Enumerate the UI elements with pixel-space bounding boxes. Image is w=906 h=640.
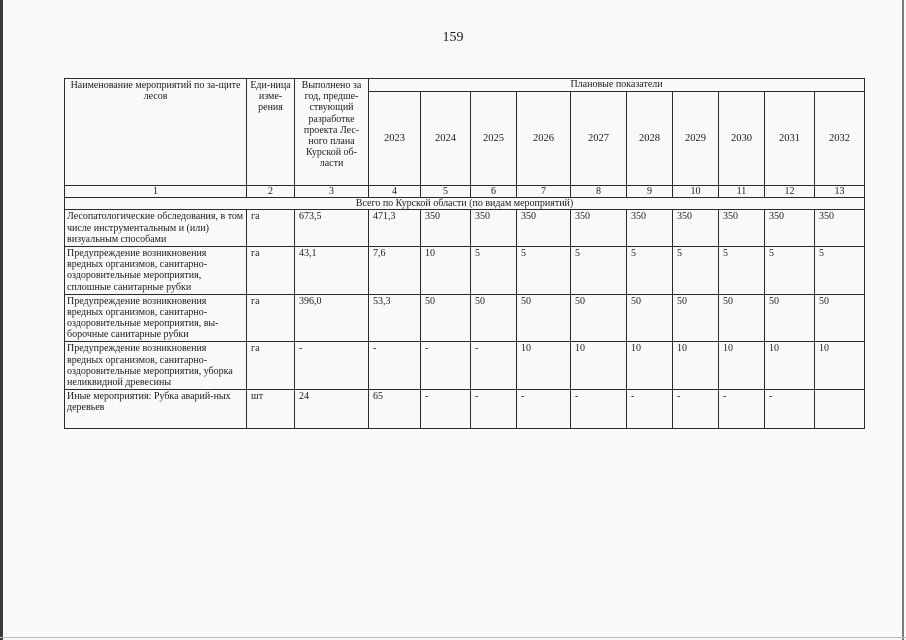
header-year: 2031 [765, 92, 815, 186]
header-year: 2023 [369, 92, 421, 186]
column-number: 13 [815, 186, 865, 198]
scan-edge-left [0, 0, 3, 640]
column-number: 5 [421, 186, 471, 198]
plan-value: 471,3 [369, 210, 421, 247]
plan-value: - [471, 342, 517, 390]
plan-value: 5 [815, 246, 865, 294]
measure-unit: га [247, 294, 295, 342]
measure-done: - [295, 342, 369, 390]
plan-value: 50 [471, 294, 517, 342]
header-year: 2027 [571, 92, 627, 186]
plan-value: - [471, 390, 517, 429]
plan-value: 65 [369, 390, 421, 429]
table-row [65, 294, 865, 342]
plan-value: 10 [517, 342, 571, 390]
measure-done: 396,0 [295, 294, 369, 342]
section-title: Всего по Курской области (по видам мероприятий) [65, 198, 865, 210]
header-row [65, 79, 865, 92]
plan-value: 5 [571, 246, 627, 294]
measure-done: 24 [295, 390, 369, 429]
plan-value: 350 [471, 210, 517, 247]
plan-value: 50 [815, 294, 865, 342]
measure-name: Лесопатологические обследования, в том числе инструментальным и (или) визуальным способами [65, 210, 247, 247]
table-row [65, 390, 865, 429]
plan-value: 350 [517, 210, 571, 247]
column-number: 3 [295, 186, 369, 198]
header-year: 2030 [719, 92, 765, 186]
measure-name: Предупреждение возникновения вредных организмов, санитарно-оздоровительные мероприятия, вы-борочные санитарные рубки [65, 294, 247, 342]
plan-value: 10 [627, 342, 673, 390]
plan-value: - [627, 390, 673, 429]
header-name: Наименование мероприятий по за-щите лесов [65, 79, 247, 186]
measure-unit: га [247, 210, 295, 247]
table-row [65, 342, 865, 390]
plan-value: 350 [571, 210, 627, 247]
plan-value: 5 [517, 246, 571, 294]
plan-value: 5 [673, 246, 719, 294]
plan-value: - [421, 390, 471, 429]
plan-value: 5 [765, 246, 815, 294]
plan-value: 350 [421, 210, 471, 247]
header-year: 2029 [673, 92, 719, 186]
column-number: 10 [673, 186, 719, 198]
plan-value: 10 [571, 342, 627, 390]
forest-protection-table [64, 78, 865, 429]
header-year: 2028 [627, 92, 673, 186]
plan-value: 10 [719, 342, 765, 390]
measure-done: 43,1 [295, 246, 369, 294]
page-number: 159 [442, 30, 464, 45]
plan-value: 350 [627, 210, 673, 247]
plan-value: 53,3 [369, 294, 421, 342]
column-number: 12 [765, 186, 815, 198]
plan-value: - [571, 390, 627, 429]
plan-value: 350 [719, 210, 765, 247]
plan-value: 50 [571, 294, 627, 342]
header-plan: Плановые показатели [369, 79, 865, 92]
column-numbers-row [65, 186, 865, 198]
measure-done: 673,5 [295, 210, 369, 247]
plan-value: 50 [765, 294, 815, 342]
table-row [65, 246, 865, 294]
plan-value: 5 [627, 246, 673, 294]
scan-edge-right [902, 0, 904, 640]
plan-value: 10 [421, 246, 471, 294]
header-year: 2026 [517, 92, 571, 186]
plan-value: - [517, 390, 571, 429]
plan-value: 10 [673, 342, 719, 390]
plan-value [815, 390, 865, 429]
table-row [65, 210, 865, 247]
column-number: 9 [627, 186, 673, 198]
section-row [65, 198, 865, 210]
plan-value: 10 [815, 342, 865, 390]
plan-value: 350 [765, 210, 815, 247]
plan-value: - [719, 390, 765, 429]
measure-unit: га [247, 246, 295, 294]
plan-value: - [765, 390, 815, 429]
column-number: 6 [471, 186, 517, 198]
plan-value: 50 [517, 294, 571, 342]
plan-value: 50 [673, 294, 719, 342]
column-number: 11 [719, 186, 765, 198]
column-number: 4 [369, 186, 421, 198]
plan-value: 50 [719, 294, 765, 342]
plan-value: 7,6 [369, 246, 421, 294]
column-number: 1 [65, 186, 247, 198]
plan-value: 50 [421, 294, 471, 342]
plan-value: - [369, 342, 421, 390]
header-year: 2025 [471, 92, 517, 186]
plan-value: - [673, 390, 719, 429]
column-number: 8 [571, 186, 627, 198]
plan-value: 50 [627, 294, 673, 342]
plan-value: 350 [815, 210, 865, 247]
measure-unit: шт [247, 390, 295, 429]
plan-value: 10 [765, 342, 815, 390]
measure-name: Иные мероприятия: Рубка аварий-ных деревьев [65, 390, 247, 429]
column-number: 7 [517, 186, 571, 198]
measure-name: Предупреждение возникновения вредных организмов, санитарно-оздоровительные мероприятия, сплошные санитарные рубки [65, 246, 247, 294]
scan-edge-bottom [0, 637, 906, 638]
header-done: Выполнено за год, предше-ствующий разработке проекта Лес-ного плана Курской об-ласти [295, 79, 369, 186]
plan-value: - [421, 342, 471, 390]
header-unit: Еди-ница изме-рения [247, 79, 295, 186]
header-year: 2024 [421, 92, 471, 186]
plan-value: 5 [471, 246, 517, 294]
measure-name: Предупреждение возникновения вредных организмов, санитарно-оздоровительные мероприятия, уборка неликвидной древесины [65, 342, 247, 390]
header-year: 2032 [815, 92, 865, 186]
measure-unit: га [247, 342, 295, 390]
plan-value: 350 [673, 210, 719, 247]
plan-value: 5 [719, 246, 765, 294]
column-number: 2 [247, 186, 295, 198]
